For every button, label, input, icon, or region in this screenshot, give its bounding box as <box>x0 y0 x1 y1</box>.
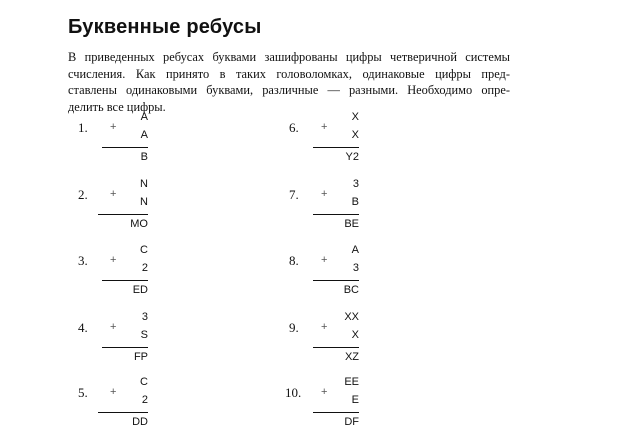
plus-sign: + <box>321 321 328 333</box>
sum-rule <box>102 280 148 281</box>
addend-bottom: N <box>140 196 148 208</box>
sum-rule <box>313 347 359 348</box>
addend-top: C <box>140 244 148 256</box>
puzzle-2 <box>78 178 228 238</box>
sum-result: BC <box>343 284 359 296</box>
plus-sign: + <box>110 321 117 333</box>
plus-sign: + <box>321 121 328 133</box>
sum-rule <box>313 214 359 215</box>
plus-sign: + <box>110 386 117 398</box>
puzzle-8 <box>289 244 439 304</box>
addend-top: A <box>351 244 359 256</box>
sum-result: Y2 <box>345 151 359 163</box>
puzzle-3 <box>78 244 228 304</box>
addend-bottom: E <box>351 394 359 406</box>
sum-result: FP <box>133 351 148 363</box>
sum-result: ED <box>132 284 148 296</box>
addend-top: X <box>351 111 359 123</box>
puzzle-number: 4. <box>78 320 88 335</box>
puzzle-7 <box>289 178 439 238</box>
puzzle-number: 6. <box>289 120 299 135</box>
sum-rule <box>313 412 359 413</box>
puzzle-number: 7. <box>289 187 299 202</box>
addend-bottom: X <box>351 329 359 341</box>
puzzle-number: 3. <box>78 253 88 268</box>
sum-result: XZ <box>344 351 359 363</box>
puzzle-6 <box>289 111 439 171</box>
puzzle-4 <box>78 311 228 371</box>
addend-bottom: 2 <box>141 262 148 274</box>
plus-sign: + <box>321 188 328 200</box>
puzzle-5 <box>78 376 228 436</box>
puzzle-number: 8. <box>289 253 299 268</box>
puzzle-number: 5. <box>78 385 88 400</box>
sum-result: B <box>140 151 148 163</box>
puzzle-number: 1. <box>78 120 88 135</box>
sum-result: BE <box>344 218 359 230</box>
sum-rule <box>102 147 148 148</box>
plus-sign: + <box>321 386 328 398</box>
puzzle-9 <box>289 311 439 371</box>
plus-sign: + <box>110 121 117 133</box>
intro-paragraph <box>68 49 510 115</box>
addend-top: 3 <box>141 311 148 323</box>
addend-top: N <box>140 178 148 190</box>
puzzle-number: 9. <box>289 320 299 335</box>
addend-bottom: B <box>351 196 359 208</box>
sum-rule <box>98 214 148 215</box>
intro-line: делить все цифры. <box>68 99 166 114</box>
addend-top: XX <box>344 311 359 323</box>
puzzle-1 <box>78 111 228 171</box>
addend-bottom: 3 <box>352 262 359 274</box>
addend-bottom: S <box>140 329 148 341</box>
puzzle-10 <box>285 376 435 436</box>
puzzle-number: 2. <box>78 187 88 202</box>
sum-result: DF <box>344 416 359 428</box>
sum-result: DD <box>132 416 148 428</box>
page-title: Буквенные ребусы <box>68 16 262 38</box>
addend-top: EE <box>344 376 359 388</box>
addend-bottom: X <box>351 129 359 141</box>
plus-sign: + <box>321 254 328 266</box>
plus-sign: + <box>110 254 117 266</box>
sum-rule <box>102 347 148 348</box>
addend-bottom: A <box>140 129 148 141</box>
sum-result: MO <box>130 218 148 230</box>
sum-rule <box>313 147 359 148</box>
intro-line: ставлены одинаковыми буквами, различные — разными. Необходимо опре- <box>68 83 510 97</box>
addend-top: A <box>140 111 148 123</box>
intro-line: счисления. Как принято в таких головоломках, одинаковые цифры пред- <box>68 66 510 81</box>
addend-top: 3 <box>352 178 359 190</box>
sum-rule <box>313 280 359 281</box>
addend-top: C <box>140 376 148 388</box>
sum-rule <box>98 412 148 413</box>
intro-line: В приведенных ребусах буквами зашифрованы цифры четверичной системы <box>68 50 510 64</box>
puzzle-number: 10. <box>285 385 302 400</box>
plus-sign: + <box>110 188 117 200</box>
addend-bottom: 2 <box>141 394 148 406</box>
